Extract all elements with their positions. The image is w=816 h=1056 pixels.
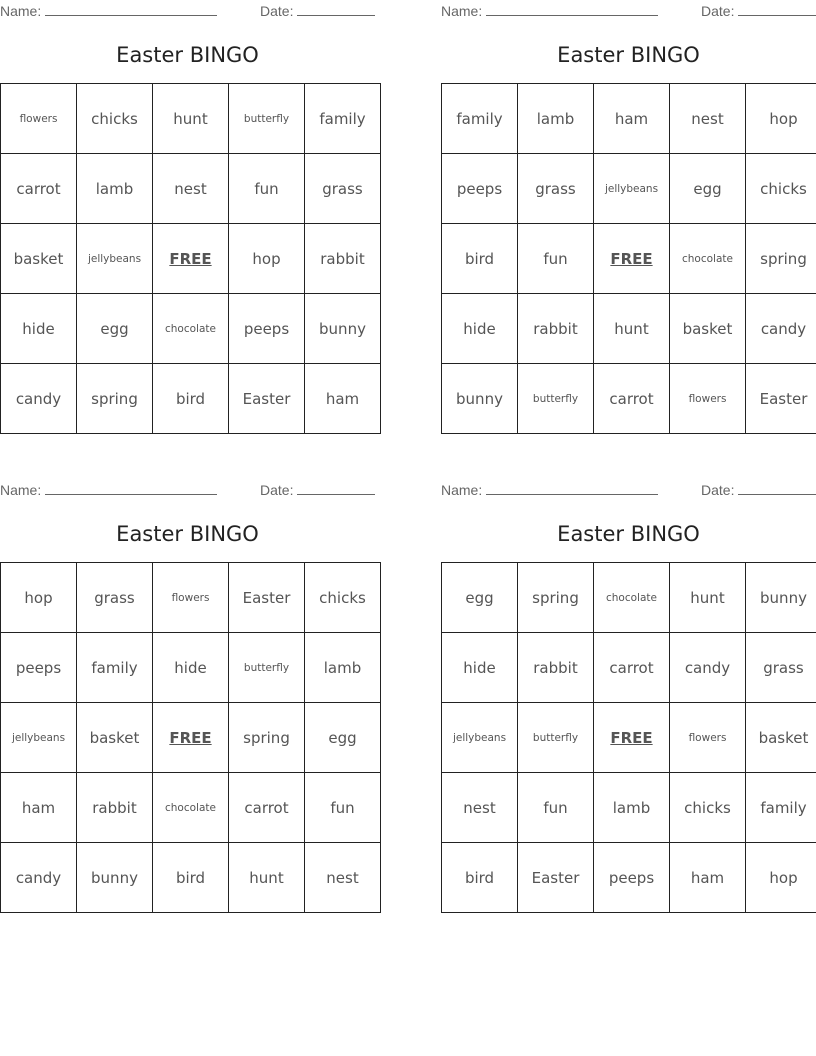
grid-row	[442, 773, 816, 843]
grid-cell: chicks	[77, 84, 153, 154]
grid-cell: hunt	[670, 563, 746, 633]
name-date-row	[441, 2, 816, 20]
grid-cell: carrot	[229, 773, 305, 843]
name-line	[486, 2, 658, 16]
name-label: Name:	[0, 3, 42, 19]
grid-cell: carrot	[594, 633, 670, 703]
date-label: Date:	[260, 482, 294, 498]
bingo-grid	[0, 83, 381, 434]
grid-cell: hide	[153, 633, 229, 703]
grid-cell: grass	[305, 154, 381, 224]
grid-cell: flowers	[153, 563, 229, 633]
date-line	[738, 2, 816, 16]
grid-cell: peeps	[229, 294, 305, 364]
grid-cell: Easter	[229, 563, 305, 633]
grid-cell: carrot	[594, 364, 670, 434]
grid-cell: lamb	[77, 154, 153, 224]
grid-cell: family	[746, 773, 816, 843]
date-label: Date:	[701, 482, 735, 498]
name-label: Name:	[441, 3, 483, 19]
name-line	[45, 481, 217, 495]
grid-cell: ham	[1, 773, 77, 843]
bingo-card	[441, 0, 816, 433]
grid-cell: chicks	[305, 563, 381, 633]
card-title: Easter BINGO	[557, 522, 700, 546]
grid-cell: chocolate	[153, 294, 229, 364]
grid-cell: bunny	[746, 563, 816, 633]
grid-cell: Easter	[746, 364, 816, 434]
grid-cell: egg	[305, 703, 381, 773]
grid-cell: fun	[518, 224, 594, 294]
grid-cell: spring	[77, 364, 153, 434]
bingo-grid	[441, 562, 816, 913]
date-label: Date:	[701, 3, 735, 19]
grid-row	[1, 224, 381, 294]
grid-cell: candy	[1, 843, 77, 913]
grid-cell: lamb	[518, 84, 594, 154]
grid-cell: grass	[746, 633, 816, 703]
grid-cell: bird	[153, 843, 229, 913]
grid-cell: flowers	[1, 84, 77, 154]
free-space: FREE	[594, 224, 670, 294]
card-title: Easter BINGO	[557, 43, 700, 67]
grid-cell: egg	[442, 563, 518, 633]
grid-row	[442, 563, 816, 633]
grid-cell: grass	[518, 154, 594, 224]
grid-cell: butterfly	[229, 633, 305, 703]
grid-cell: hide	[442, 294, 518, 364]
free-space: FREE	[153, 224, 229, 294]
grid-cell: ham	[670, 843, 746, 913]
grid-cell: hide	[442, 633, 518, 703]
grid-row	[442, 84, 816, 154]
name-label: Name:	[0, 482, 42, 498]
date-label: Date:	[260, 3, 294, 19]
grid-row	[442, 364, 816, 434]
card-title: Easter BINGO	[116, 522, 259, 546]
grid-cell: hop	[746, 84, 816, 154]
grid-row	[442, 154, 816, 224]
grid-cell: chocolate	[594, 563, 670, 633]
name-line	[45, 2, 217, 16]
grid-cell: ham	[594, 84, 670, 154]
grid-cell: nest	[305, 843, 381, 913]
grid-cell: peeps	[594, 843, 670, 913]
grid-cell: lamb	[594, 773, 670, 843]
grid-cell: basket	[77, 703, 153, 773]
grid-cell: nest	[153, 154, 229, 224]
bingo-grid	[0, 562, 381, 913]
grid-cell: ham	[305, 364, 381, 434]
grid-cell: rabbit	[305, 224, 381, 294]
grid-cell: butterfly	[518, 364, 594, 434]
grid-cell: hunt	[229, 843, 305, 913]
grid-cell: basket	[1, 224, 77, 294]
grid-cell: flowers	[670, 364, 746, 434]
grid-row	[442, 703, 816, 773]
grid-cell: hide	[1, 294, 77, 364]
name-label: Name:	[441, 482, 483, 498]
grid-cell: bunny	[305, 294, 381, 364]
grid-cell: candy	[1, 364, 77, 434]
grid-cell: butterfly	[229, 84, 305, 154]
grid-cell: peeps	[442, 154, 518, 224]
grid-row	[1, 563, 381, 633]
grid-cell: jellybeans	[594, 154, 670, 224]
grid-cell: family	[305, 84, 381, 154]
grid-cell: jellybeans	[1, 703, 77, 773]
grid-cell: hop	[746, 843, 816, 913]
grid-row	[442, 843, 816, 913]
bingo-card	[441, 479, 816, 912]
grid-cell: jellybeans	[442, 703, 518, 773]
grid-cell: bird	[442, 224, 518, 294]
grid-cell: rabbit	[518, 633, 594, 703]
date-line	[738, 481, 816, 495]
grid-cell: basket	[670, 294, 746, 364]
bingo-grid	[441, 83, 816, 434]
grid-cell: nest	[442, 773, 518, 843]
free-space: FREE	[594, 703, 670, 773]
grid-cell: butterfly	[518, 703, 594, 773]
name-date-row	[0, 2, 375, 20]
grid-row	[442, 224, 816, 294]
grid-cell: jellybeans	[77, 224, 153, 294]
grid-cell: chicks	[746, 154, 816, 224]
grid-row	[1, 773, 381, 843]
bingo-card	[0, 0, 375, 433]
grid-row	[1, 633, 381, 703]
grid-row	[1, 294, 381, 364]
grid-cell: chicks	[670, 773, 746, 843]
grid-cell: flowers	[670, 703, 746, 773]
grid-cell: bird	[153, 364, 229, 434]
date-line	[297, 2, 375, 16]
date-line	[297, 481, 375, 495]
grid-cell: hunt	[594, 294, 670, 364]
grid-cell: chocolate	[670, 224, 746, 294]
name-date-row	[441, 481, 816, 499]
grid-cell: carrot	[1, 154, 77, 224]
bingo-card	[0, 479, 375, 912]
grid-cell: peeps	[1, 633, 77, 703]
grid-cell: bunny	[442, 364, 518, 434]
grid-cell: Easter	[229, 364, 305, 434]
grid-cell: candy	[746, 294, 816, 364]
grid-row	[1, 154, 381, 224]
grid-row	[1, 843, 381, 913]
grid-cell: fun	[305, 773, 381, 843]
grid-cell: bunny	[77, 843, 153, 913]
grid-cell: bird	[442, 843, 518, 913]
grid-cell: egg	[670, 154, 746, 224]
grid-cell: fun	[518, 773, 594, 843]
grid-row	[1, 703, 381, 773]
grid-row	[442, 633, 816, 703]
grid-cell: family	[442, 84, 518, 154]
grid-cell: chocolate	[153, 773, 229, 843]
grid-cell: spring	[518, 563, 594, 633]
grid-cell: basket	[746, 703, 816, 773]
grid-cell: hop	[1, 563, 77, 633]
grid-cell: rabbit	[518, 294, 594, 364]
grid-cell: candy	[670, 633, 746, 703]
grid-cell: spring	[229, 703, 305, 773]
grid-cell: lamb	[305, 633, 381, 703]
grid-row	[1, 364, 381, 434]
grid-cell: grass	[77, 563, 153, 633]
grid-row	[442, 294, 816, 364]
grid-cell: Easter	[518, 843, 594, 913]
grid-cell: rabbit	[77, 773, 153, 843]
name-date-row	[0, 481, 375, 499]
grid-row	[1, 84, 381, 154]
grid-cell: fun	[229, 154, 305, 224]
grid-cell: family	[77, 633, 153, 703]
free-space: FREE	[153, 703, 229, 773]
grid-cell: hop	[229, 224, 305, 294]
grid-cell: nest	[670, 84, 746, 154]
grid-cell: spring	[746, 224, 816, 294]
name-line	[486, 481, 658, 495]
card-title: Easter BINGO	[116, 43, 259, 67]
grid-cell: egg	[77, 294, 153, 364]
grid-cell: hunt	[153, 84, 229, 154]
